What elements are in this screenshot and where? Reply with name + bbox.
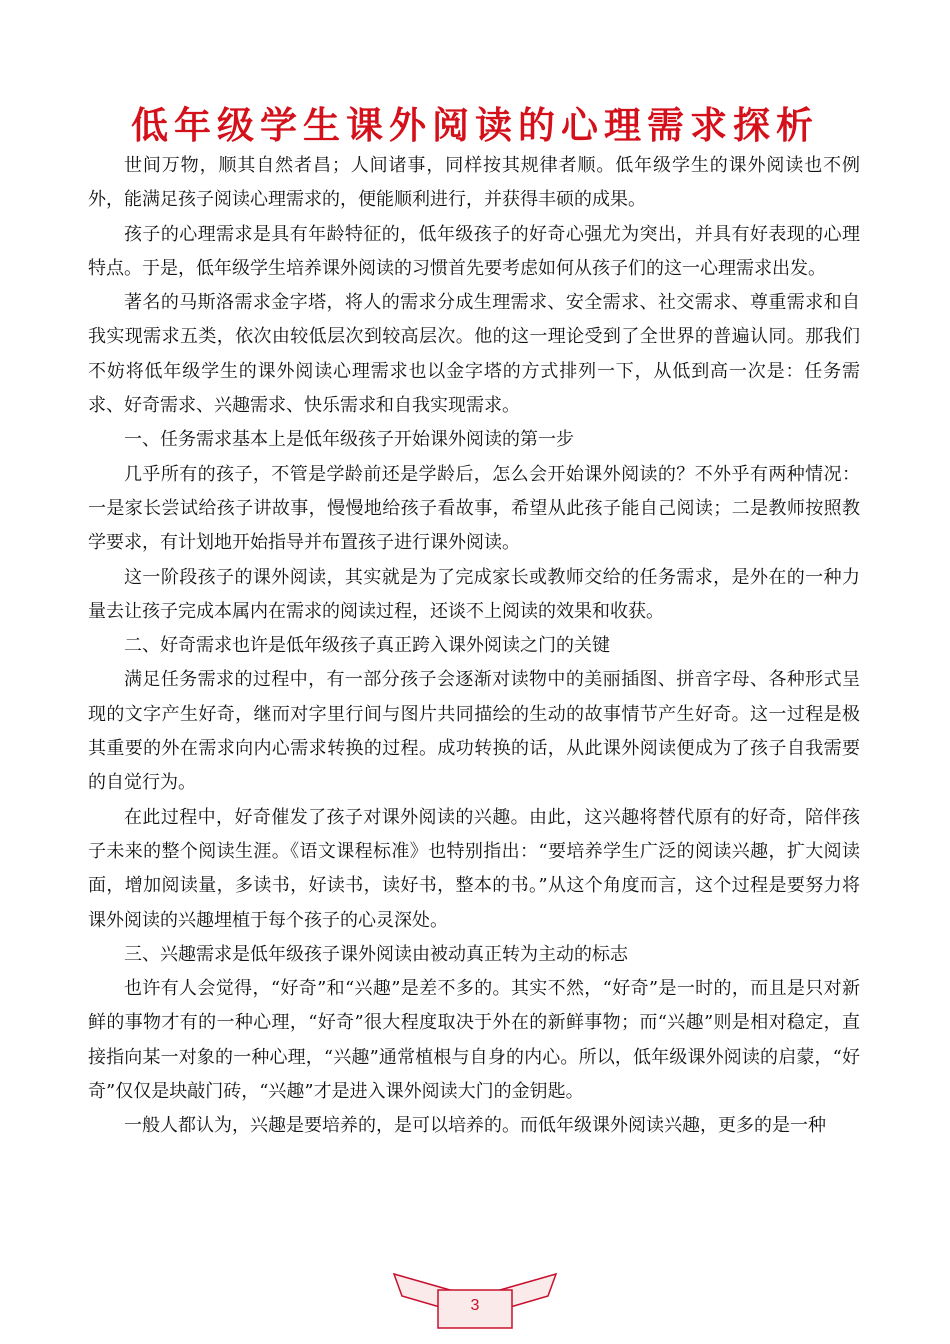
section-heading: 一、任务需求基本上是低年级孩子开始课外阅读的第一步 <box>124 429 574 451</box>
section-heading: 二、好奇需求也许是低年级孩子真正跨入课外阅读之门的关键 <box>124 635 610 657</box>
paragraph: 孩子的心理需求是具有年龄特征的，低年级孩子的好奇心强尤为突出，并具有好表现的心理特点。于是，低年级学生培养课外阅读的习惯首先要考虑如何从孩子们的这一心理需求出发。 <box>88 223 860 279</box>
paragraph: 在此过程中，好奇催发了孩子对课外阅读的兴趣。由此，这兴趣将替代原有的好奇，陪伴孩子未来的整个阅读生涯。《语文课程标准》也特别指出：“要培养学生广泛的阅读兴趣，扩大阅读面，增加阅读量，多读书，好读书，读好书，整本的书。”从这个角度而言，这个过程是要努力将课外阅读的兴趣埋植于每个孩子的心灵深处。 <box>88 806 860 931</box>
paragraph: 世间万物，顺其自然者昌；人间诸事，同样按其规律者顺。低年级学生的课外阅读也不例外，能满足孩子阅读心理需求的，便能顺利进行，并获得丰硕的成果。 <box>88 155 860 211</box>
article-body <box>88 149 860 1144</box>
paragraph: 也许有人会觉得，“好奇”和“兴趣”是差不多的。其实不然，“好奇”是一时的，而且是只对新鲜的事物才有的一种心理，“好奇”很大程度取决于外在的新鲜事物；而“兴趣”则是相对稳定，直接指向某一对象的一种心理，“兴趣”通常植根与自身的内心。所以，低年级课外阅读的启蒙，“好奇”仅仅是块敲门砖，“兴趣”才是进入课外阅读大门的金钥匙。 <box>88 978 860 1103</box>
paragraph: 一般人都认为，兴趣是要培养的，是可以培养的。而低年级课外阅读兴趣，更多的是一种 <box>124 1115 826 1137</box>
paragraph: 著名的马斯洛需求金字塔，将人的需求分成生理需求、安全需求、社交需求、尊重需求和自我实现需求五类，依次由较低层次到较高层次。他的这一理论受到了全世界的普遍认同。那我们不妨将低年级学生的课外阅读心理需求也以金字塔的方式排列一下，从低到高一次是：任务需求、好奇需求、兴趣需求、快乐需求和自我实现需求。 <box>88 292 860 417</box>
paragraph: 几乎所有的孩子，不管是学龄前还是学龄后，怎么会开始课外阅读的？不外乎有两种情况：一是家长尝试给孩子讲故事，慢慢地给孩子看故事，希望从此孩子能自己阅读；二是教师按照教学要求，有计划地开始指导并布置孩子进行课外阅读。 <box>88 463 860 554</box>
page-number: 3 <box>470 1297 480 1314</box>
section-heading: 三、兴趣需求是低年级孩子课外阅读由被动真正转为主动的标志 <box>124 943 628 965</box>
document-title: 低年级学生课外阅读的心理需求探析 <box>131 104 819 147</box>
paragraph: 这一阶段孩子的课外阅读，其实就是为了完成家长或教师交给的任务需求，是外在的一种力量去让孩子完成本属内在需求的阅读过程，还谈不上阅读的效果和收获。 <box>88 566 860 622</box>
paragraph: 满足任务需求的过程中，有一部分孩子会逐渐对读物中的美丽插图、拼音字母、各种形式呈现的文字产生好奇，继而对字里行间与图片共同描绘的生动的故事情节产生好奇。这一过程是极其重要的外在需求向内心需求转换的过程。成功转换的话，从此课外阅读便成为了孩子自我需要的自觉行为。 <box>88 669 860 794</box>
